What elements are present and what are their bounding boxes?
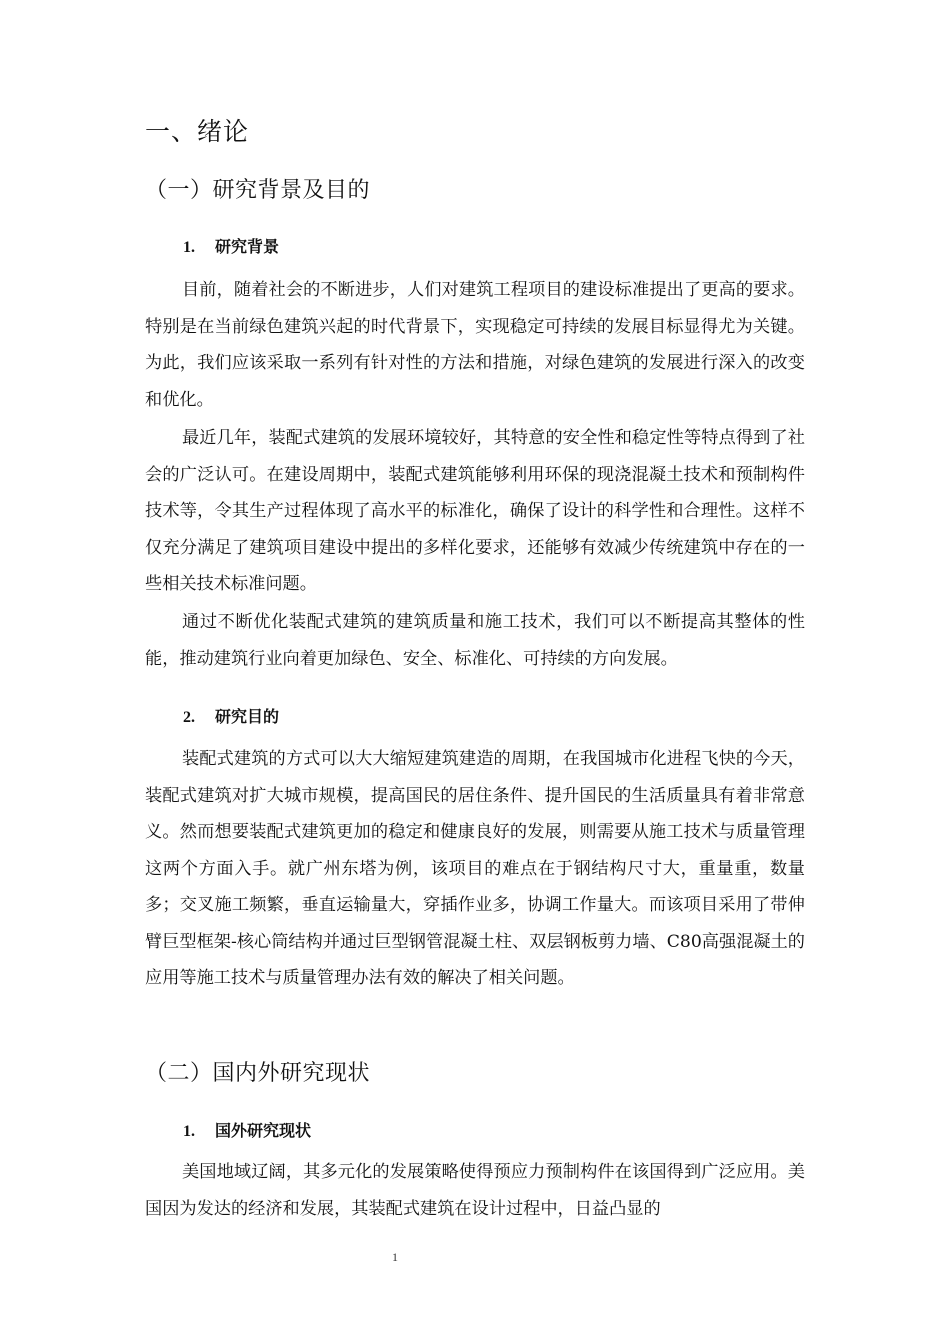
subsection-number: 1. bbox=[183, 239, 195, 256]
subsection-title: 国外研究现状 bbox=[215, 1121, 312, 1140]
subsection-heading-purpose bbox=[183, 704, 279, 727]
section-heading-background: （一）研究背景及目的 bbox=[145, 178, 371, 203]
page-number: 1 bbox=[392, 1250, 398, 1264]
paragraph: 通过不断优化装配式建筑的建筑质量和施工技术，我们可以不断提高其整体的性能，推动建筑行业向着更加绿色、安全、标准化、可持续的方向发展。 bbox=[145, 612, 805, 669]
chapter-heading: 一、绪论 bbox=[145, 117, 250, 146]
subsection-title: 研究目的 bbox=[215, 707, 280, 726]
section-heading-research-status: （二）国内外研究现状 bbox=[145, 1061, 371, 1086]
subsection-heading-foreign-status bbox=[183, 1118, 311, 1141]
subsection-number: 2. bbox=[183, 709, 195, 726]
subsection-title: 研究背景 bbox=[215, 237, 280, 256]
paragraph: 美国地域辽阔，其多元化的发展策略使得预应力预制构件在该国得到广泛应用。美国因为发达的经济和发展，其装配式建筑在设计过程中，日益凸显的 bbox=[145, 1162, 805, 1219]
subsection-number: 1. bbox=[183, 1123, 195, 1140]
paragraph: 最近几年，装配式建筑的发展环境较好，其特意的安全性和稳定性等特点得到了社会的广泛认可。在建设周期中，装配式建筑能够利用环保的现浇混凝土技术和预制构件技术等，令其生产过程体现了高水平的标准化，确保了设计的科学性和合理性。这样不仅充分满足了建筑项目建设中提出的多样化要求，还能够有效减少传统建筑中存在的一些相关技术标准问题。 bbox=[145, 428, 805, 594]
paragraph: 目前，随着社会的不断进步，人们对建筑工程项目的建设标准提出了更高的要求。特别是在当前绿色建筑兴起的时代背景下，实现稳定可持续的发展目标显得尤为关键。为此，我们应该采取一系列有针对性的方法和措施，对绿色建筑的发展进行深入的改变和优化。 bbox=[145, 280, 805, 410]
paragraph: 装配式建筑的方式可以大大缩短建筑建造的周期，在我国城市化进程飞快的今天，装配式建筑对扩大城市规模，提高国民的居住条件、提升国民的生活质量具有着非常意义。然而想要装配式建筑更加的稳定和健康良好的发展，则需要从施工技术与质量管理这两个方面入手。就广州东塔为例，该项目的难点在于钢结构尺寸大，重量重，数量多；交叉施工频繁，垂直运输量大，穿插作业多，协调工作量大。而该项目采用了带伸臂巨型框架-核心筒结构并通过巨型钢管混凝土柱、双层钢板剪力墙、C80高强混凝土的应用等施工技术与质量管理办法有效的解决了相关问题。 bbox=[145, 749, 805, 988]
subsection-heading-background bbox=[183, 234, 279, 257]
